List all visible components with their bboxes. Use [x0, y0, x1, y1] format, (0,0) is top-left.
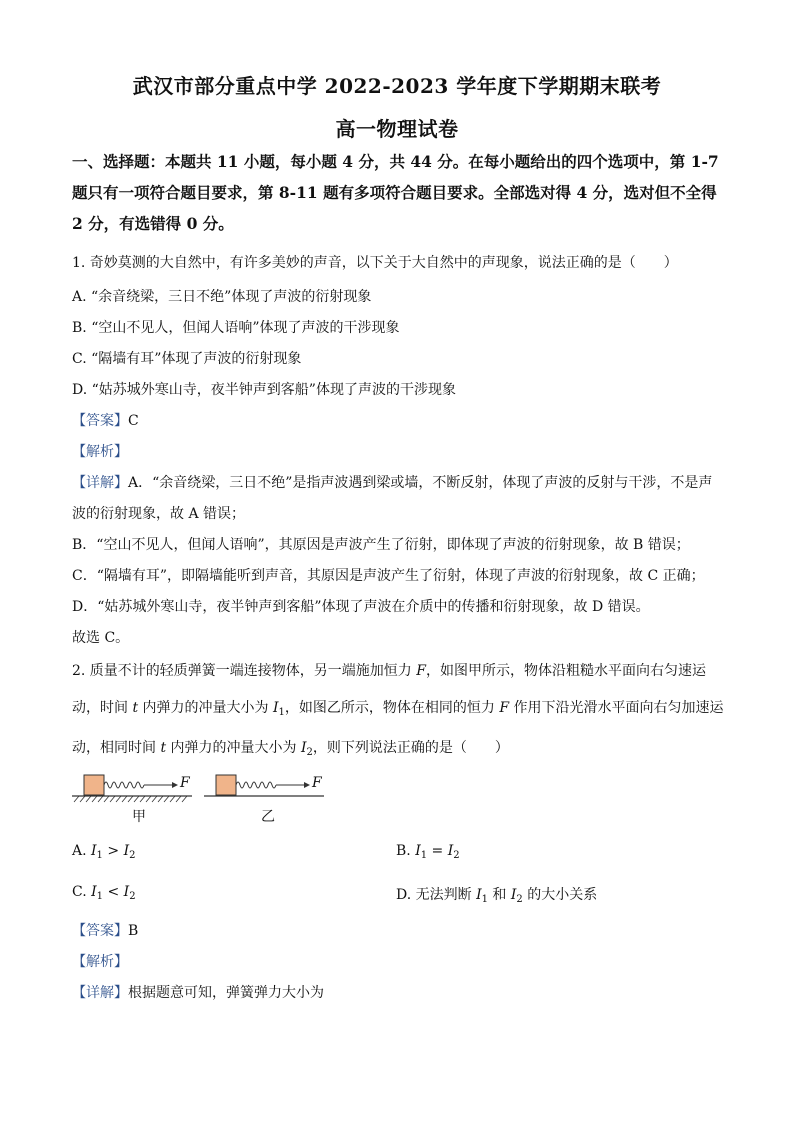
q2-stem-line3: [72, 737, 732, 758]
q1-detail-c: C．“隔墙有耳”，即隔墙能听到声音，其原因是声波产生了衍射，体现了声波的衍射现象，故 C 正确；: [72, 568, 705, 584]
figure-force-label: F: [312, 775, 322, 791]
q2-answer: [72, 920, 732, 940]
figure-jia: [72, 775, 192, 802]
arrow-head: [172, 782, 178, 788]
var-i: I: [273, 700, 279, 716]
relation: >: [102, 843, 124, 859]
var-i: I: [510, 887, 517, 903]
var-i: I: [415, 843, 421, 859]
text: 作用下沿光滑水平面向右匀加速运: [509, 700, 724, 716]
var-i: I: [91, 843, 97, 859]
q1-option-d: D. “姑苏城外寒山寺，夜半钟声到客船”体现了声波的干涉现象: [72, 382, 456, 398]
q1-option-a: A. “余音绕梁，三日不绝”体现了声波的衍射现象: [72, 289, 372, 305]
q1-detail-a1: [72, 472, 732, 492]
q1-answer: [72, 410, 732, 430]
subscript: 1: [420, 850, 428, 861]
block: [84, 775, 104, 795]
subscript: 1: [481, 894, 488, 905]
subscript: 2: [516, 894, 523, 905]
text: D. 无法判断: [396, 887, 477, 903]
arrow-head: [304, 782, 310, 788]
text: A.: [72, 843, 92, 859]
q1-detail-d: D．“姑苏城外寒山寺，夜半钟声到客船”体现了声波在介质中的传播和衍射现象，故 D 错误。: [72, 599, 650, 615]
text: B.: [396, 843, 416, 859]
subscript: 2: [129, 850, 136, 861]
ground-hatch: [74, 796, 187, 802]
q2-detail: [72, 982, 732, 1002]
q1-option-b: B. “空山不见人，但闻人语响”体现了声波的干涉现象: [72, 320, 400, 336]
var-i: I: [123, 843, 130, 859]
subscript: 1: [96, 850, 103, 861]
var-i: I: [91, 884, 97, 900]
figure-label-jia: 甲: [132, 809, 146, 825]
text: C.: [72, 884, 92, 900]
text: ，如图甲所示，物体沿粗糙水平面向右匀速运: [425, 663, 706, 679]
exam-subtitle: 高一物理试卷: [335, 117, 459, 141]
figure-yi: [204, 775, 324, 796]
section-line: 一、选择题：本题共 11 小题，每小题 4 分，共 44 分。在每小题给出的四个选项中，第 1-7: [72, 152, 719, 171]
section-instructions: [72, 146, 724, 239]
var-t: t: [132, 700, 139, 716]
spring: [236, 782, 276, 788]
detail-tag: 【详解】: [72, 475, 128, 491]
section-line: 2 分，有选错得 0 分。: [72, 214, 234, 233]
q2-option-b: [396, 843, 460, 861]
q2-analysis-tag: 【解析】: [72, 954, 128, 970]
subscript: 2: [129, 891, 136, 902]
spring: [104, 782, 144, 788]
text: ，则下列说法正确的是（ ）: [312, 740, 509, 756]
var-i: I: [123, 884, 130, 900]
var-t: t: [160, 740, 167, 756]
section-line: 题只有一项符合题目要求，第 8-11 题有多项符合题目要求。全部选对得 4 分，选对但不全得: [72, 183, 717, 202]
text: 2. 质量不计的轻质弹簧一端连接物体，另一端施加恒力: [72, 663, 417, 679]
var-i: I: [476, 887, 482, 903]
text: 内弹力的冲量大小为: [166, 740, 301, 756]
q2-stem-line2: [72, 697, 732, 718]
var-i: I: [301, 740, 307, 756]
q2-stem-line1: [72, 660, 732, 680]
text: ，如图乙所示，物体在相同的恒力: [284, 700, 500, 716]
spring-figure: [70, 771, 340, 831]
var-i: I: [447, 843, 454, 859]
subscript: 2: [306, 747, 313, 758]
subscript: 2: [453, 850, 460, 861]
var-f: F: [499, 700, 510, 716]
relation: <: [103, 884, 124, 900]
var-f: F: [416, 663, 426, 679]
text: 的大小关系: [522, 887, 598, 903]
figure-label-yi: 乙: [261, 809, 275, 825]
figure-force-label: F: [180, 775, 190, 791]
text: 动，时间: [72, 700, 133, 716]
exam-title: 武汉市部分重点中学 2022-2023 学年度下学期期末联考: [132, 74, 662, 98]
detail-text: 根据题意可知，弹簧弹力大小为: [128, 985, 324, 1001]
answer-tag: 【答案】: [72, 413, 128, 429]
q1-detail-a2: 波的衍射现象，故 A 错误；: [72, 506, 246, 522]
answer-tag: 【答案】: [72, 923, 128, 939]
text: 内弹力的冲量大小为: [138, 700, 273, 716]
answer-value: C: [128, 413, 139, 429]
q1-detail-b: B．“空山不见人，但闻人语响”，其原因是声波产生了衍射，即体现了声波的衍射现象，故 B 错误；: [72, 537, 690, 553]
block: [216, 775, 236, 795]
text: 和: [487, 887, 511, 903]
detail-text: A．“余音绕梁，三日不绝”是指声波遇到梁或墙，不断反射，体现了声波的反射与干涉，不是声: [128, 475, 713, 491]
q1-conclusion: 故选 C。: [72, 630, 130, 646]
subscript: 1: [96, 891, 104, 902]
q2-option-d: [396, 884, 597, 905]
detail-tag: 【详解】: [72, 985, 128, 1001]
q1-stem: 1. 奇妙莫测的大自然中，有许多美妙的声音，以下关于大自然中的声现象，说法正确的是（ ）: [72, 255, 678, 271]
subscript: 1: [278, 707, 285, 718]
text: 动，相同时间: [72, 740, 161, 756]
answer-value: B: [128, 923, 139, 939]
q1-analysis-tag: 【解析】: [72, 444, 128, 460]
relation: =: [427, 843, 448, 859]
q1-option-c: C. “隔墙有耳”体现了声波的衍射现象: [72, 351, 302, 367]
